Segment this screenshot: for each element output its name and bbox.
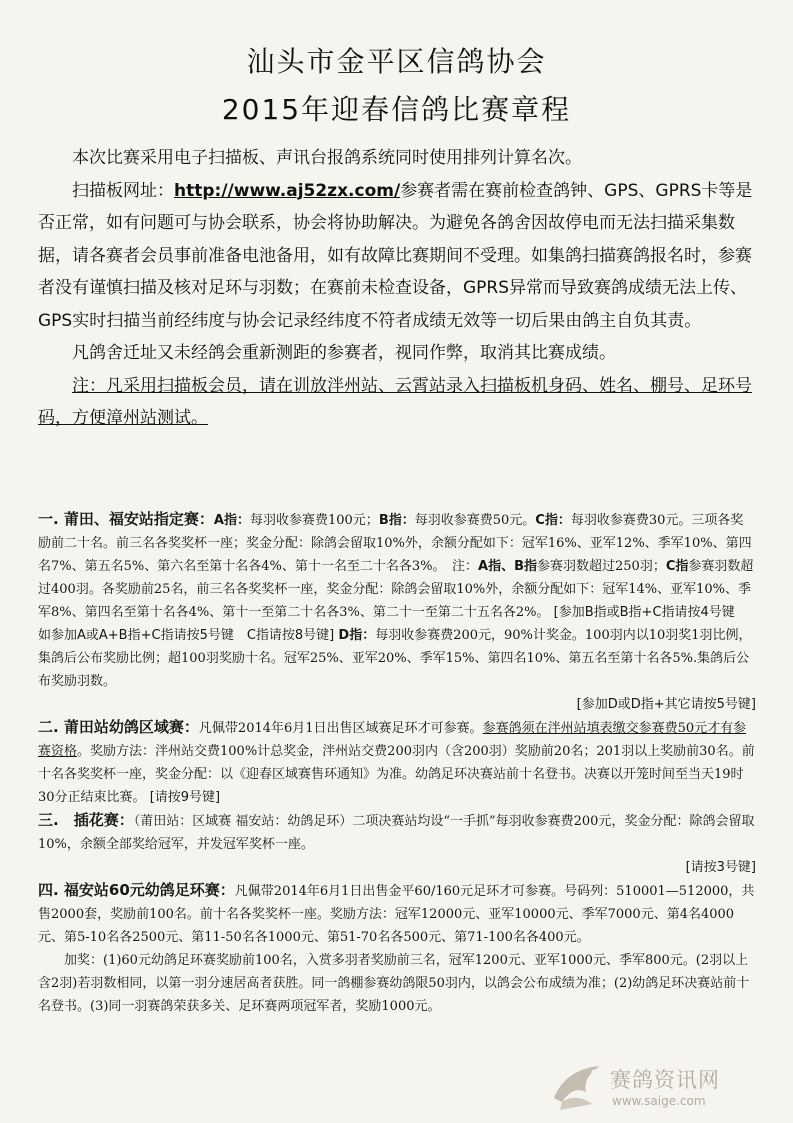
rule-2	[38, 716, 756, 809]
rule-2-underlined: 参赛鸽须在泮州站填表缴交参赛费50元才有参赛资格	[38, 721, 747, 759]
rule-2-text-1: 凡佩带2014年6月1日出售区域赛足环才可参赛。	[198, 721, 483, 736]
rule-2-heading: 二. 莆田站幼鸽区域赛：	[38, 718, 199, 736]
rule-1-b-label: B指：	[378, 513, 415, 528]
rule-4	[38, 879, 756, 949]
site-watermark	[548, 1056, 793, 1116]
rule-1-note-label: 注：	[452, 559, 479, 574]
document-title-line2: 2015年迎春信鸽比赛章程	[221, 93, 572, 126]
rule-2-text-2: 。奖励方法：泮州站交费100%计总奖金，泮州站交费200羽内（含200羽）奖励前20名；201羽以上奖励前30名。前十名各奖奖杯一座，奖金分配：以《迎春区域赛售环通知》为准。幼鸽足环决赛站前十名登书。决赛以开笼时间至当天19时30分正结束比赛。	[38, 744, 755, 805]
intro-paragraph-1: 本次比赛采用电子扫描板、声讯台报鸽系统同时使用排列计算名次。	[72, 148, 582, 168]
rule-1-text-1: 每羽收参赛费100元；	[249, 513, 379, 528]
scanner-site-label: 扫描板网址：	[72, 180, 174, 201]
watermark-url: www.saige.com	[612, 1094, 706, 1108]
watermark-name: 赛鸽资讯网	[610, 1068, 720, 1092]
rule-3-heading: 三. 插花赛：	[38, 811, 134, 829]
intro-note: 注：凡采用扫描板会员，请在训放泮州站、云霄站录入扫描板机身码、姓名、棚号、足环号码，方便漳州站测试。	[38, 375, 752, 428]
rule-1-key-instruction: [参加B指或B指+C指请按4号键 如参加A或A+B指+C指请按5号键 C指请按8号键]	[38, 605, 748, 643]
rule-4-text-1: 凡佩带2014年6月1日出售金平60/160元足环才可参赛。号码列：510001—512000，共售2000套，奖励前100名。前十名各奖奖杯一座。奖励方法：冠军12000元、亚军10000元、季军7000元、第4名4000元、第5-10名各2500元、第11-50名各1000元、第51-70名各500元、第71-100名各400元。	[38, 884, 755, 945]
rule-1-text-6: 每羽收参赛费200元，90%计奖金。100羽内以10羽奖1羽比例，集鸽后公布奖励比例；超100羽奖励十名。冠军25%、亚军20%、季军15%、第四名10%、第五名至第十名各5%.集鸽后公布奖励羽数。	[38, 628, 752, 689]
document-title-line1: 汕头市金平区信鸽协会	[246, 45, 547, 78]
intro-paragraph-2-text: 参赛者需在赛前检查鸽钟、GPS、GPRS卡等是否正常，如有问题可与协会联系，协会将协助解决。为避免各鸽舍因故停电而无法扫描采集数据，请各赛者会员事前准备电池备用，如有故障比赛期间不受理。如集鸽扫描赛鸽报名时，参赛者没有谨慎扫描及核对足环与羽数；在赛前未检查设备，GPRS异常而导致赛鸽成绩无法上传、GPS实时扫描当前经纬度与协会记录经纬度不符者成绩无效等一切后果由鸽主自负其责。	[38, 180, 753, 331]
rule-4-bonus: 加奖：(1)60元幼鸽足环赛奖励前100名，入赏多羽者奖励前三名，冠军1200元、亚军1000元、季军800元。(2羽以上含2羽)若羽数相同，以第一羽分速居高者获胜。同一鸽棚参赛幼鸽限50羽内，以鸽会公布成绩为准；(2)幼鸽足环决赛站前十名登书。(3)同一羽赛鸽荣获多关、足环赛两项冠军者，奖励1000元。	[38, 953, 750, 1014]
rule-3-key-instruction: [请按3号键]	[685, 860, 756, 875]
intro-paragraph-2	[38, 175, 756, 338]
rule-1-text-2: 每羽收参赛费50元。	[414, 513, 536, 528]
scanner-site-url[interactable]: http://www.aj52zx.com/	[174, 180, 401, 201]
rule-3	[38, 809, 756, 879]
rule-1-d-label: D指：	[338, 628, 376, 643]
rule-1-text-3: 每羽收参赛费30元。三项各奖励前二十名。前三名各奖奖杯一座；奖金分配：除鸽会留取10%外，余额分配如下：冠军16%、亚军12%、季军10%、第四名7%、第五名5%、第六名至第十名各4%、第十一名至二十名各3%。	[38, 513, 752, 574]
rule-3-text-1: （莆田站：区域赛 福安站：幼鸽足环）二项决赛站均设“一手抓”每羽收参赛费200元，奖金分配：除鸽会留取10%，余额全部奖给冠军，并发冠军奖杯一座。	[38, 814, 755, 852]
rule-1-ab-label: A指、B指	[478, 559, 538, 574]
rule-1-text-5: 参赛羽数超过400羽。各奖励前25名，前三名各奖奖杯一座，奖金分配：除鸽会留取10%外，余额分配如下：冠军14%、亚军10%、季军8%、第四名至第十名各4%、第十一至第二十名各3%、第二十一至第二十五名各2%。	[38, 559, 754, 620]
rule-2-key-instruction: [请按9号键]	[149, 790, 221, 805]
intro-paragraph-3: 凡鸽舍迁址又未经鸽会重新测距的参赛者，视同作弊，取消其比赛成绩。	[72, 343, 616, 363]
intro-section	[38, 142, 756, 435]
rules-section	[38, 508, 756, 1018]
rule-1-c-label: C指：	[535, 513, 571, 528]
rule-1-a-label: A指：	[213, 513, 250, 528]
rule-1-text-4: 参赛羽数超过250羽；	[537, 559, 666, 574]
rule-1-c2-label: C指	[665, 559, 689, 574]
rule-1-heading: 一. 莆田、福安站指定赛：	[38, 510, 214, 528]
rule-4-heading: 四. 福安站60元幼鸽足环赛：	[38, 881, 235, 899]
pigeon-logo-icon	[548, 1058, 608, 1114]
rule-1	[38, 508, 756, 716]
rule-1-key-instruction-2: [参加D或D指+其它请按5号键]	[576, 697, 756, 712]
